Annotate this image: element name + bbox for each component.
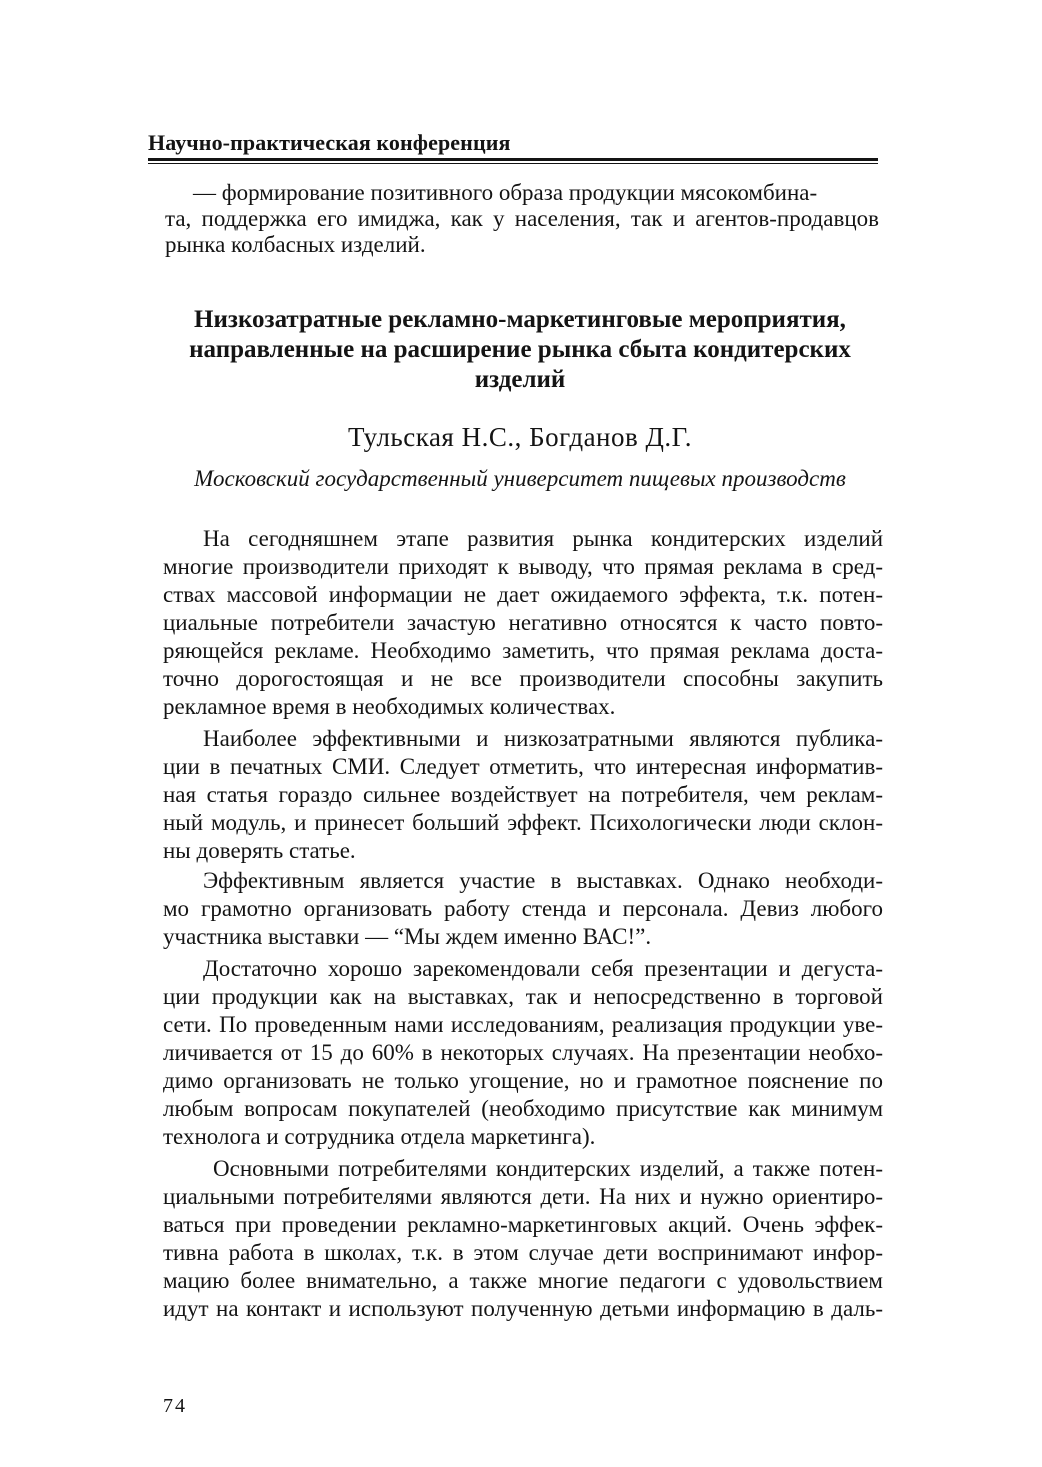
body-line: идут на контакт и используют полученную детьми информацию в даль- [163, 1296, 883, 1321]
body-line: ная статья гораздо сильнее воздействует на потребителя, чем реклам- [163, 782, 883, 807]
prev-section-line: та, поддержка его имиджа, как у населения, так и агентов-продавцов [165, 206, 879, 231]
article-affiliation: Московский государственный университет пищевых производств [194, 466, 846, 491]
body-line: сети. По проведенным нами исследованиям, реализация продукции уве- [163, 1012, 883, 1037]
body-line: циальными потребителями являются дети. На них и нужно ориентиро- [163, 1184, 883, 1209]
body-line: Наиболее эффективными и низкозатратными являются публика- [203, 726, 883, 751]
body-line: Основными потребителями кондитерских изделий, а также потен- [213, 1156, 883, 1181]
body-line: ны доверять статье. [163, 838, 356, 863]
body-line: технолога и сотрудника отдела маркетинга). [163, 1124, 596, 1149]
body-line: участника выставки — “Мы ждем именно ВАС!”. [163, 924, 652, 949]
body-line: На сегодняшнем этапе развития рынка кондитерских изделий [203, 526, 883, 551]
body-line: ваться при проведении рекламно-маркетинговых акций. Очень эффек- [163, 1212, 883, 1237]
body-line: ции продукции как на выставках, так и непосредственно в торговой [163, 984, 883, 1009]
article-title-line: Низкозатратные рекламно-маркетинговые мероприятия, [194, 306, 846, 333]
body-line: тивна работа в школах, т.к. в этом случае дети воспринимают инфор- [163, 1240, 883, 1265]
article-authors: Тульская Н.С., Богданов Д.Г. [348, 422, 692, 452]
body-line: рекламное время в необходимых количествах. [163, 694, 616, 719]
body-line: димо организовать не только угощение, но и грамотное пояснение по [163, 1068, 883, 1093]
body-line: ции в печатных СМИ. Следует отметить, что интересная информатив- [163, 754, 883, 779]
body-line: многие производители приходят к выводу, что прямая реклама в сред- [163, 554, 883, 579]
prev-section-line: рынка колбасных изделий. [165, 232, 426, 257]
body-line: любым вопросам покупателей (необходимо присутствие как минимум [163, 1096, 883, 1121]
body-line: личивается от 15 до 60% в некоторых случаях. На презентации необхо- [163, 1040, 883, 1065]
article-title-line: изделий [474, 366, 566, 393]
header-rule-thick [148, 158, 878, 161]
article-title-line: направленные на расширение рынка сбыта кондитерских [189, 336, 851, 363]
body-line: Эффективным является участие в выставках. Однако необходи- [203, 868, 883, 893]
body-line: циальные потребители зачастую негативно относятся к часто повто- [163, 610, 883, 635]
running-head: Научно-практическая конференция [148, 130, 511, 155]
body-line: ствах массовой информации не дает ожидаемого эффекта, т.к. потен- [163, 582, 883, 607]
body-line: Достаточно хорошо зарекомендовали себя презентации и дегуста- [203, 956, 883, 981]
header-rule-thin [148, 163, 878, 164]
body-line: мацию более внимательно, а также многие педагоги с удовольствием [163, 1268, 883, 1293]
prev-section-line: — формирование позитивного образа продукции мясокомбина- [193, 180, 818, 205]
body-line: точно дорогостоящая и не все производители способны закупить [163, 666, 883, 691]
body-line: ряющейся рекламе. Необходимо заметить, что прямая реклама доста- [163, 638, 883, 663]
body-line: ный модуль, и принесет больший эффект. Психологически люди склон- [163, 810, 883, 835]
page-number: 74 [163, 1395, 187, 1417]
body-line: мо грамотно организовать работу стенда и персонала. Девиз любого [163, 896, 883, 921]
